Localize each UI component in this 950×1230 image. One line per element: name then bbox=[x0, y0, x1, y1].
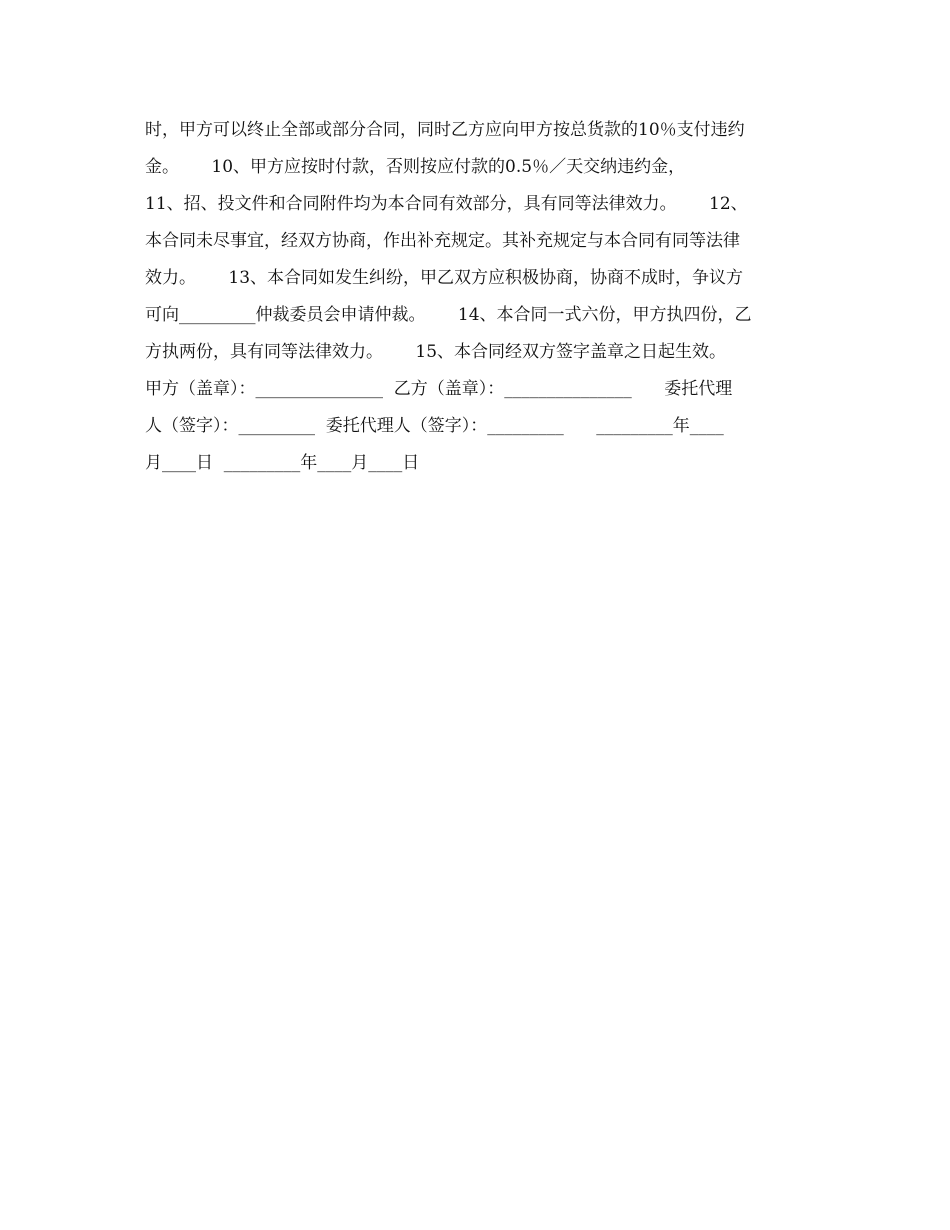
text-line-6: 可向_________仲裁委员会申请仲裁。 14、本合同一式六份，甲方执四份，乙 bbox=[145, 305, 752, 325]
signature-line-2: 人（签字）：_________ 委托代理人（签字）：_________ _________年____ bbox=[145, 416, 724, 436]
text-line-7: 方执两份，具有同等法律效力。 15、本合同经双方签字盖章之日起生效。 bbox=[145, 342, 727, 362]
contract-text bbox=[145, 112, 815, 482]
date-line: 月____日 _________年____月____日 bbox=[145, 453, 420, 473]
signature-line-1: 甲方（盖章）：_______________ 乙方（盖章）：_______________ 委托代理 bbox=[145, 379, 733, 399]
text-line-1: 时，甲方可以终止全部或部分合同，同时乙方应向甲方按总货款的10％支付违约 bbox=[145, 120, 745, 140]
text-line-5: 效力。 13、本合同如发生纠纷，甲乙双方应积极协商，协商不成时，争议方 bbox=[145, 268, 744, 288]
text-line-2: 金。 10、甲方应按时付款，否则按应付款的0.5％／天交纳违约金， bbox=[145, 157, 686, 177]
text-line-4: 本合同未尽事宜，经双方协商，作出补充规定。其补充规定与本合同有同等法律 bbox=[145, 231, 740, 251]
text-line-3: 11、招、投文件和合同附件均为本合同有效部分，具有同等法律效力。 12、 bbox=[145, 194, 748, 214]
